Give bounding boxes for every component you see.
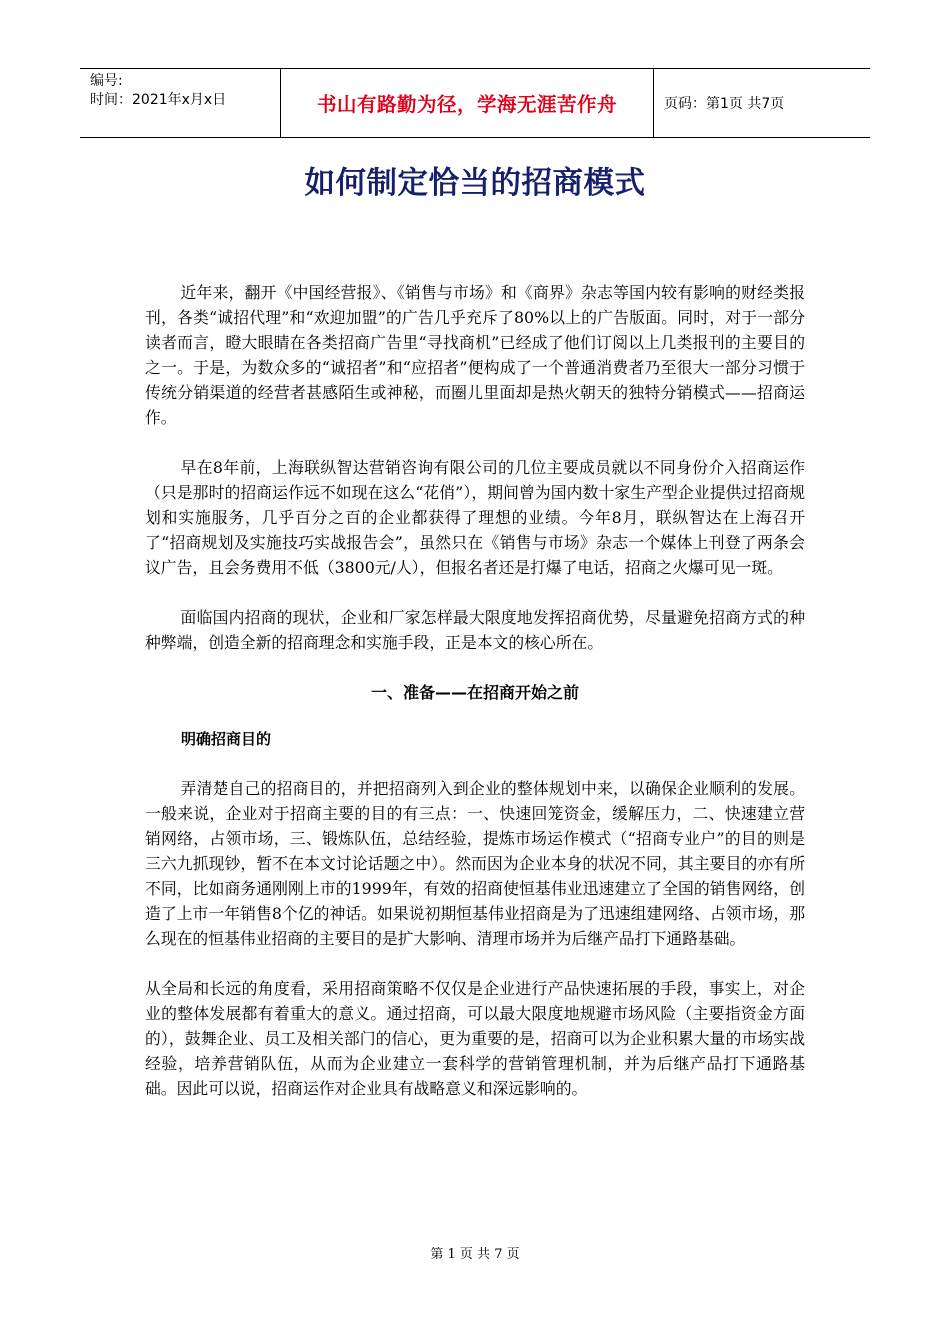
document-number-label: 编号:: [90, 73, 123, 89]
document-date-label: 时间：2021年x月x日: [90, 92, 227, 108]
paragraph-purpose: 弄清楚自己的招商目的，并把招商列入到企业的整体规划中来，以确保企业顺利的发展。一般来说，企业对于招商主要的目的有三点：一、快速回笼资金，缓解压力，二、快速建立营销网络，占领市场，三、锻炼队伍，总结经验，提炼市场运作模式（“招商专业户”的目的则是三六九抓现钞，暂不在本文讨论话题之中）。然而因为企业本身的状况不同，其主要目的亦有所不同，比如商务通刚刚上市的1999年，有效的招商使恒基伟业迅速建立了全国的销售网络，创造了上市一年销售8个亿的神话。如果说初期恒基伟业招商是为了迅速组建网络、占领市场，那么现在的恒基伟业招商的主要目的是扩大影响、清理市场并为后继产品打下通路基础。: [145, 779, 805, 948]
document-header: [80, 68, 870, 138]
subsection-heading: 明确招商目的: [181, 730, 272, 748]
paragraph-history: 早在8年前，上海联纵智达营销咨询有限公司的几位主要成员就以不同身份介入招商运作（只是那时的招商运作远不如现在这么“花俏”），期间曾为国内数十家生产型企业提供过招商规划和实施服务，几乎百分之百的企业都获得了理想的业绩。今年8月，联纵智达在上海召开了“招商规划及实施技巧实战报告会”，虽然只在《销售与市场》杂志一个媒体上刊登了两条会议广告，且会务费用不低（3800元/人），但报名者还是打爆了电话，招商之火爆可见一斑。: [145, 458, 805, 577]
header-page-cell: [654, 69, 870, 137]
header-page-info: 页码：第1页 共7页: [664, 96, 785, 112]
paragraph-core: 面临国内招商的现状，企业和厂家怎样最大限度地发挥招商优势，尽量避免招商方式的种种弊端，创造全新的招商理念和实施手段，正是本文的核心所在。: [145, 608, 805, 652]
header-motto: 书山有路勤为径，学海无涯苦作舟: [316, 93, 617, 116]
section-heading: 一、准备——在招商开始之前: [370, 683, 579, 702]
paragraph-strategy: 从全局和长远的角度看，采用招商策略不仅仅是企业进行产品快速拓展的手段，事实上，对企业的整体发展都有着重大的意义。通过招商，可以最大限度地规避市场风险（主要指资金方面的），鼓舞企业、员工及相关部门的信心，更为重要的是，招商可以为企业积累大量的市场实战经验，培养营销队伍，从而为企业建立一套科学的营销管理机制，并为后继产品打下通路基础。因此可以说，招商运作对企业具有战略意义和深远影响的。: [145, 979, 805, 1098]
document-title: 如何制定恰当的招商模式: [304, 166, 646, 201]
header-info-cell: [80, 69, 281, 137]
header-motto-cell: [281, 69, 654, 137]
document-body: [145, 280, 805, 1101]
page-footer: 第 1 页 共 7 页: [430, 1247, 520, 1262]
paragraph-intro: 近年来，翻开《中国经营报》、《销售与市场》和《商界》杂志等国内较有影响的财经类报刊，各类“诚招代理”和“欢迎加盟”的广告几乎充斥了80%以上的广告版面。同时，对于一部分读者而言，瞪大眼睛在各类招商广告里“寻找商机”已经成了他们订阅以上几类报刊的主要目的之一。于是，为数众多的“诚招者”和“应招者”便构成了一个普通消费者乃至很大一部分习惯于传统分销渠道的经营者甚感陌生或神秘，而圈儿里面却是热火朝天的独特分销模式——招商运作。: [145, 283, 805, 427]
